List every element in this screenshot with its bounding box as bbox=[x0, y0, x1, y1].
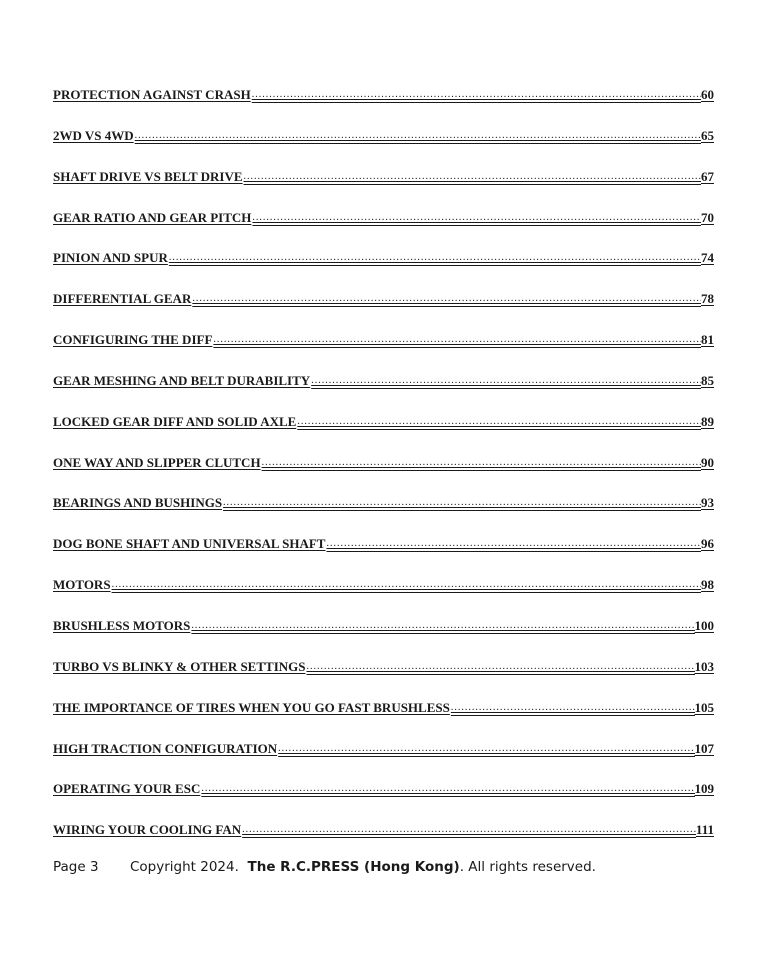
toc-entry[interactable] bbox=[53, 413, 714, 454]
toc-entry-page-number: 96 bbox=[701, 536, 714, 552]
toc-dot-leader bbox=[222, 494, 701, 512]
toc-entry[interactable] bbox=[53, 168, 714, 209]
toc-entry-page-number: 111 bbox=[695, 822, 714, 838]
toc-entry-page-number: 98 bbox=[701, 577, 714, 593]
toc-entry[interactable] bbox=[53, 86, 714, 127]
toc-entry-title: GEAR RATIO AND GEAR PITCH bbox=[53, 209, 252, 225]
toc-dot-leader bbox=[277, 740, 694, 758]
toc-entry[interactable] bbox=[53, 576, 714, 617]
toc-entry-title: GEAR MESHING AND BELT DURABILITY bbox=[53, 372, 311, 388]
toc-dot-leader bbox=[305, 658, 694, 676]
toc-dot-leader bbox=[200, 780, 694, 798]
toc-entry[interactable] bbox=[53, 780, 714, 821]
toc-entry[interactable] bbox=[53, 699, 714, 740]
toc-dot-leader bbox=[310, 372, 701, 390]
toc-entry-title: OPERATING YOUR ESC bbox=[53, 781, 201, 797]
toc-entry-title: BRUSHLESS MOTORS bbox=[53, 617, 191, 633]
toc-entry-title: BEARINGS AND BUSHINGS bbox=[53, 495, 223, 511]
toc-entry-title: HIGH TRACTION CONFIGURATION bbox=[53, 740, 278, 756]
toc-entry[interactable] bbox=[53, 331, 714, 372]
toc-dot-leader bbox=[191, 290, 701, 308]
toc-entry[interactable] bbox=[53, 740, 714, 781]
toc-entry-title: TURBO VS BLINKY & OTHER SETTINGS bbox=[53, 658, 306, 674]
toc-entry-page-number: 100 bbox=[694, 617, 714, 633]
toc-entry-page-number: 78 bbox=[701, 291, 714, 307]
toc-entry[interactable] bbox=[53, 127, 714, 168]
toc-entry-title: ONE WAY AND SLIPPER CLUTCH bbox=[53, 454, 261, 470]
toc-entry-page-number: 90 bbox=[701, 454, 714, 470]
toc-entry[interactable] bbox=[53, 290, 714, 331]
toc-dot-leader bbox=[168, 249, 701, 267]
toc-dot-leader bbox=[212, 331, 701, 349]
toc-entry-title: DOG BONE SHAFT AND UNIVERSAL SHAFT bbox=[53, 536, 326, 552]
toc-dot-leader bbox=[134, 127, 701, 145]
toc-dot-leader bbox=[241, 821, 696, 839]
toc-entry[interactable] bbox=[53, 454, 714, 495]
table-of-contents bbox=[53, 86, 714, 862]
toc-entry-title: SHAFT DRIVE VS BELT DRIVE bbox=[53, 168, 243, 184]
page-footer bbox=[53, 859, 596, 875]
toc-dot-leader bbox=[251, 209, 701, 227]
toc-entry-page-number: 89 bbox=[701, 413, 714, 429]
toc-dot-leader bbox=[296, 413, 701, 431]
toc-entry[interactable] bbox=[53, 658, 714, 699]
toc-entry[interactable] bbox=[53, 821, 714, 862]
toc-entry[interactable] bbox=[53, 494, 714, 535]
page-number: Page 3 bbox=[53, 859, 99, 875]
toc-entry-page-number: 93 bbox=[701, 495, 714, 511]
toc-dot-leader bbox=[190, 617, 694, 635]
toc-entry-title: PROTECTION AGAINST CRASH bbox=[53, 87, 251, 102]
toc-entry[interactable] bbox=[53, 372, 714, 413]
publisher-name: The R.C.PRESS (Hong Kong) bbox=[247, 859, 460, 875]
toc-entry-title: PINION AND SPUR bbox=[53, 250, 168, 266]
toc-dot-leader bbox=[261, 454, 701, 472]
toc-entry[interactable] bbox=[53, 535, 714, 576]
toc-entry[interactable] bbox=[53, 249, 714, 290]
toc-entry-page-number: 74 bbox=[701, 250, 714, 266]
toc-entry-page-number: 67 bbox=[701, 168, 714, 184]
toc-entry-title: DIFFERENTIAL GEAR bbox=[53, 291, 192, 307]
toc-entry[interactable] bbox=[53, 209, 714, 250]
toc-entry-page-number: 105 bbox=[694, 699, 714, 715]
toc-entry-title: THE IMPORTANCE OF TIRES WHEN YOU GO FAST BRUSHLESS bbox=[53, 699, 450, 715]
toc-entry-title: 2WD VS 4WD bbox=[53, 127, 134, 143]
toc-dot-leader bbox=[325, 535, 701, 553]
toc-entry-page-number: 65 bbox=[701, 127, 714, 143]
toc-entry-title: MOTORS bbox=[53, 577, 111, 593]
toc-entry-page-number: 60 bbox=[701, 87, 714, 102]
toc-entry-page-number: 85 bbox=[701, 372, 714, 388]
toc-entry-page-number: 107 bbox=[694, 740, 714, 756]
toc-entry-title: CONFIGURING THE DIFF bbox=[53, 332, 213, 348]
copyright-text: Copyright 2024. bbox=[130, 859, 239, 875]
toc-entry-page-number: 70 bbox=[701, 209, 714, 225]
toc-dot-leader bbox=[251, 86, 701, 104]
toc-entry-title: WIRING YOUR COOLING FAN bbox=[53, 822, 242, 838]
toc-entry[interactable] bbox=[53, 617, 714, 658]
toc-entry-page-number: 103 bbox=[694, 658, 714, 674]
toc-dot-leader bbox=[243, 168, 701, 186]
toc-entry-title: LOCKED GEAR DIFF AND SOLID AXLE bbox=[53, 413, 297, 429]
toc-dot-leader bbox=[450, 699, 695, 717]
toc-entry-page-number: 109 bbox=[694, 781, 714, 797]
rights-text: . All rights reserved. bbox=[459, 859, 596, 875]
toc-dot-leader bbox=[111, 576, 701, 594]
toc-entry-page-number: 81 bbox=[701, 332, 714, 348]
